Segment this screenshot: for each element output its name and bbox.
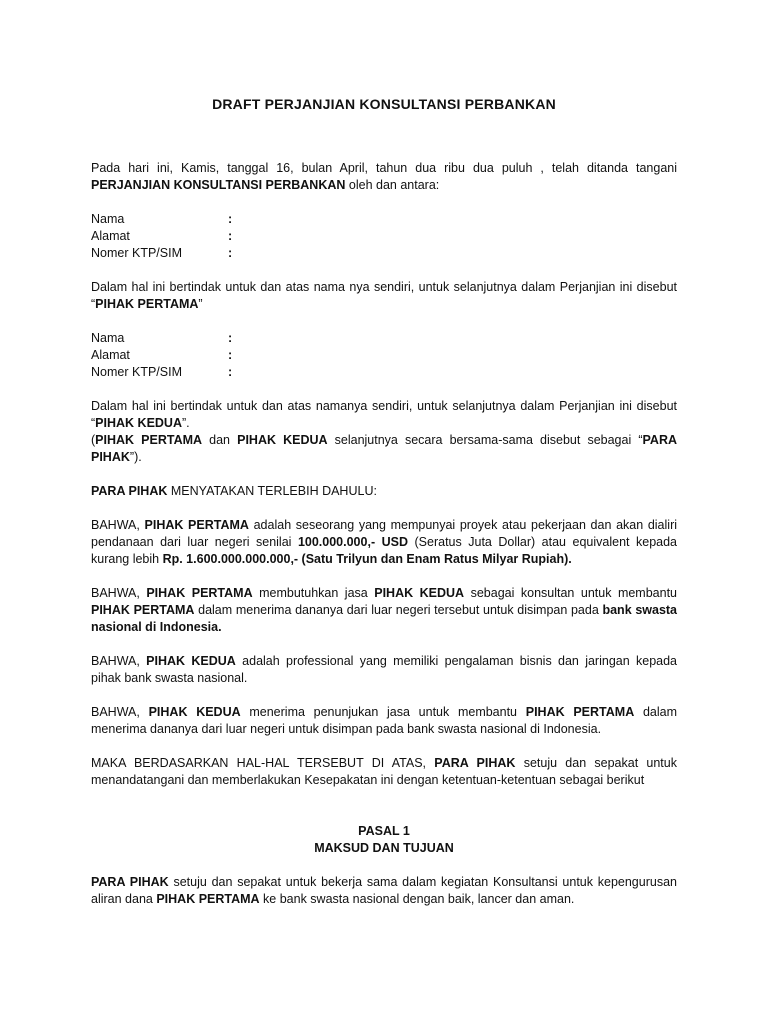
recital-1: BAHWA, PIHAK PERTAMA adalah seseorang yang mempunyai proyek atau pekerjaan dan akan dialiri pendanaan dari luar negeri senilai 100.000.000,- USD (Seratus Juta Dollar) atau equivalent kepada kurang lebih Rp. 1.600.000.000.000,- (Satu Trilyun dan Enam Ratus Milyar Rupiah). xyxy=(91,518,678,566)
para-pihak-definition: (PIHAK PERTAMA dan PIHAK KEDUA selanjutnya secara bersama-sama disebut sebagai “PARA PIHAK”). xyxy=(91,433,678,464)
intro-text: Pada hari ini, Kamis, tanggal 16, bulan April, tahun dua ribu dua puluh , telah ditanda tangani xyxy=(91,161,677,175)
recital-3: BAHWA, PIHAK KEDUA adalah professional yang memiliki pengalaman bisnis dan jaringan kepada pihak bank swasta nasional. xyxy=(91,654,678,685)
party2-field-address: Alamat : xyxy=(91,348,233,362)
party1-field-id: Nomer KTP/SIM : xyxy=(91,246,233,260)
recital-2: BAHWA, PIHAK PERTAMA membutuhkan jasa PIHAK KEDUA sebagai konsultan untuk membantu PIHAK PERTAMA dalam menerima dananya dari luar negeri tersebut untuk disimpan pada bank swasta nasional di Indonesia. xyxy=(91,586,678,634)
party2-fields xyxy=(91,330,677,381)
pasal-1-subheading: MAKSUD DAN TUJUAN xyxy=(314,841,454,855)
agreement-name: PERJANJIAN KONSULTANSI PERBANKAN xyxy=(91,178,346,192)
intro-text-end: oleh dan antara: xyxy=(345,178,440,192)
document-body xyxy=(91,160,677,908)
conclusion-paragraph: MAKA BERDASARKAN HAL-HAL TERSEBUT DI ATAS, PARA PIHAK setuju dan sepakat untuk menandatangani dan memberlakukan Kesepakatan ini dengan ketentuan-ketentuan sebagai berikut xyxy=(91,756,677,787)
party1-field-name: Nama : xyxy=(91,212,233,226)
party2-field-id: Nomer KTP/SIM : xyxy=(91,365,233,379)
recital-4: BAHWA, PIHAK KEDUA menerima penunjukan jasa untuk membantu PIHAK PERTAMA dalam menerima dananya dari luar negeri untuk disimpan pada bank swasta nasional di Indonesia. xyxy=(91,705,677,736)
party1-statement: Dalam hal ini bertindak untuk dan atas nama nya sendiri, untuk selanjutnya dalam Perjanjian ini disebut “PIHAK PERTAMA” xyxy=(91,280,677,311)
party2-statement: Dalam hal ini bertindak untuk dan atas namanya sendiri, untuk selanjutnya dalam Perjanjian ini disebut “PIHAK KEDUA”. xyxy=(91,399,677,430)
pasal-1-heading: PASAL 1 xyxy=(358,824,410,838)
party2-field-name: Nama : xyxy=(91,331,233,345)
declaration-heading: PARA PIHAK MENYATAKAN TERLEBIH DAHULU: xyxy=(91,484,377,498)
document-title: DRAFT PERJANJIAN KONSULTANSI PERBANKAN xyxy=(212,96,556,112)
intro-paragraph xyxy=(91,160,677,194)
party1-fields xyxy=(91,211,677,262)
pasal-1-body: PARA PIHAK setuju dan sepakat untuk bekerja sama dalam kegiatan Konsultansi untuk kepengurusan aliran dana PIHAK PERTAMA ke bank swasta nasional dengan baik, lancer dan aman. xyxy=(91,875,677,906)
party1-field-address: Alamat : xyxy=(91,229,233,243)
